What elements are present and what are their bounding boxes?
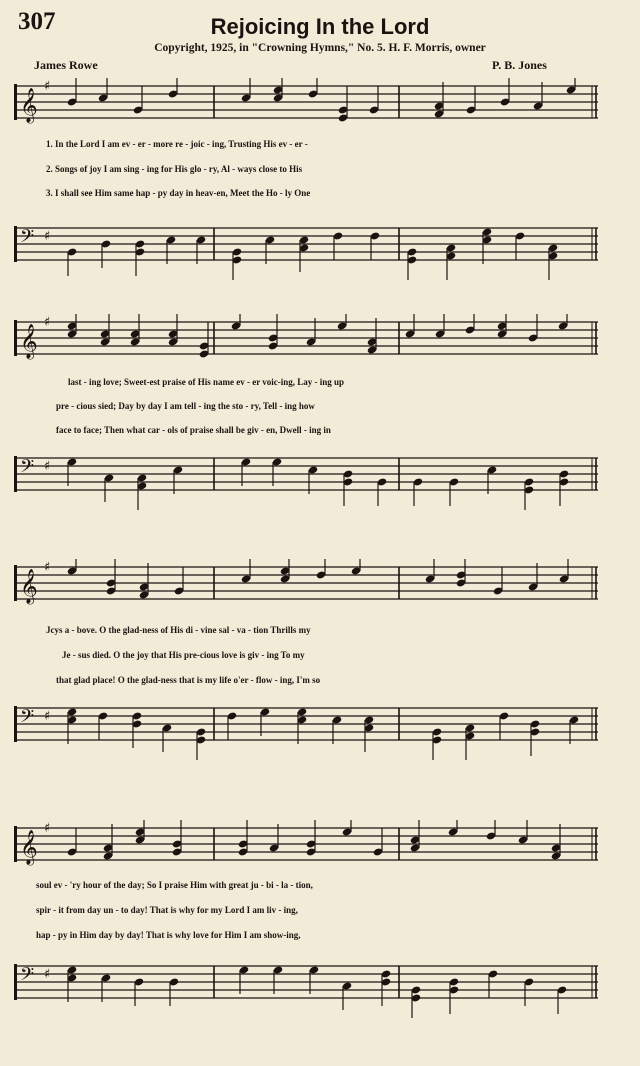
verse-line-2-system-1: 2. Songs of joy I am sing - ing for His glo - ry, Al - ways close to His	[46, 164, 303, 174]
hymn-title: Rejoicing In the Lord	[210, 14, 430, 39]
svg-text:♯: ♯	[44, 821, 51, 836]
bass-staff-2	[14, 450, 598, 510]
svg-text:𝄞: 𝄞	[20, 829, 38, 865]
hymn-number: 307	[18, 8, 56, 35]
verse-line-3-system-4: hap - py in Him day by day! That is why love for Him I am show-ing,	[36, 930, 301, 940]
copyright-notice: Copyright, 1925, in "Crowning Hymns," No. 5. H. F. Morris, owner	[154, 42, 486, 54]
verse-line-1-system-3: Jcys a - bove. O the glad-ness of His di - vine sal - va - tion Thrills my	[46, 625, 311, 635]
composer-credit: P. B. Jones	[492, 58, 547, 72]
svg-text:𝄢: 𝄢	[20, 226, 35, 252]
lyricist-credit: James Rowe	[34, 58, 98, 72]
verse-line-2-system-4: spir - it from day un - to day! That is why for my Lord I am liv - ing,	[36, 905, 298, 915]
svg-text:𝄢: 𝄢	[20, 964, 35, 990]
verse-line-1-system-1: 1. In the Lord I am ev - er - more re - joic - ing, Trusting His ev - er -	[46, 139, 308, 149]
svg-text:♯: ♯	[44, 79, 51, 94]
svg-text:𝄞: 𝄞	[20, 323, 38, 359]
bass-staff-3	[14, 700, 598, 760]
svg-text:𝄢: 𝄢	[20, 706, 35, 732]
svg-text:𝄞: 𝄞	[20, 87, 38, 123]
svg-text:𝄞: 𝄞	[20, 568, 38, 604]
verse-line-1-system-2: last - ing love; Sweet-est praise of His name ev - er voic-ing, Lay - ing up	[68, 377, 345, 387]
svg-text:♯: ♯	[44, 459, 51, 474]
svg-text:♯: ♯	[44, 560, 51, 575]
verse-line-3-system-1: 3. I shall see Him same hap - py day in heav-en, Meet the Ho - ly One	[46, 188, 311, 198]
verse-line-2-system-3: Je - sus died. O the joy that His pre-cious love is giv - ing To my	[62, 650, 305, 660]
svg-text:𝄢: 𝄢	[20, 456, 35, 482]
verse-line-2-system-2: pre - cious sied; Day by day I am tell - ing the sto - ry, Tell - ing how	[56, 401, 315, 411]
verse-line-3-system-2: face to face; Then what car - ols of praise shall be giv - en, Dwell - ing in	[56, 425, 331, 435]
bass-staff-4	[14, 958, 598, 1018]
verse-line-1-system-4: soul ev - 'ry hour of the day; So I praise Him with great ju - bi - la - tion,	[36, 880, 313, 890]
verse-line-3-system-3: that glad place! O the glad-ness that is my life o'er - flow - ing, I'm so	[56, 675, 321, 685]
music-system-4	[14, 808, 598, 1023]
treble-staff-3	[14, 559, 598, 619]
treble-staff-2	[14, 314, 598, 374]
svg-text:♯: ♯	[44, 709, 51, 724]
svg-text:♯: ♯	[44, 229, 51, 244]
treble-staff-4	[14, 820, 598, 880]
svg-text:♯: ♯	[44, 967, 51, 982]
svg-text:♯: ♯	[44, 315, 51, 330]
bass-staff-1	[14, 220, 598, 280]
treble-staff-1	[14, 78, 598, 138]
